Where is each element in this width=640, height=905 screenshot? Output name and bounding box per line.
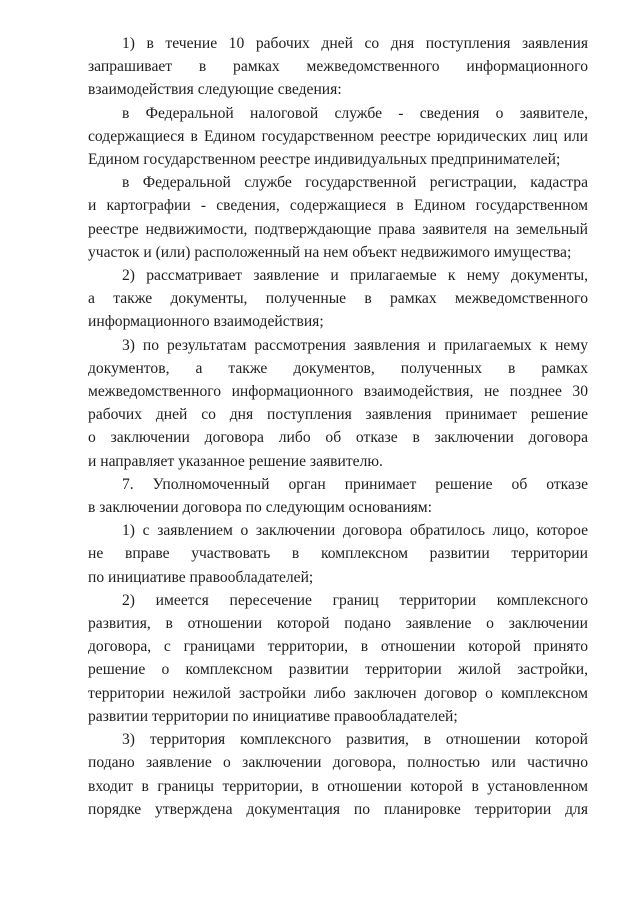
text-line: информационного взаимодействия;: [88, 313, 324, 331]
text-line: участок и (или) расположенный на нем объект недвижимого имущества;: [88, 243, 572, 261]
text-line: не вправе участвовать в комплексном развитии территории: [88, 545, 588, 563]
text-line: реестре недвижимости, подтверждающие права заявителя на земельный: [88, 220, 588, 238]
text-line: 1) с заявлением о заключении договора обратилось лицо, которое: [122, 522, 588, 540]
document-body: [88, 32, 588, 821]
paragraph-3-decision: [88, 334, 588, 473]
paragraph-ground-2: [88, 589, 588, 728]
text-line: развитии территории по инициативе правообладателей;: [88, 707, 458, 725]
text-line: договора, с границами территории, в отношении которой принято: [88, 638, 588, 656]
paragraph-ground-3: [88, 728, 588, 821]
paragraph-tax-service: [88, 102, 588, 172]
text-line: и картографии - сведения, содержащиеся в Едином государственном: [88, 197, 588, 215]
section-7-refusal-grounds: [88, 473, 588, 519]
text-line: рабочих дней со дня поступления заявления принимает решение: [88, 406, 588, 424]
text-line: по инициативе правообладателей;: [88, 568, 314, 586]
text-line: 2) имеется пересечение границ территории комплексного: [122, 591, 588, 609]
text-line: а также документы, полученные в рамках межведомственного: [88, 290, 588, 308]
text-line: документов, а также документов, полученных в рамках: [88, 359, 588, 377]
text-line: 1) в течение 10 рабочих дней со дня поступления заявления: [122, 35, 588, 52]
text-line: Едином государственном реестре индивидуальных предпринимателей;: [88, 151, 561, 169]
text-line: содержащиеся в Едином государственном реестре юридических лиц или: [88, 127, 588, 145]
text-line: порядке утверждена документация по планировке территории для: [88, 800, 588, 818]
paragraph-ground-1: [88, 519, 588, 589]
text-line: развития, в отношении которой подано заявление о заключении: [88, 615, 588, 633]
text-line: 2) рассматривает заявление и прилагаемые к нему документы,: [122, 267, 588, 285]
paragraph-2-review: [88, 264, 588, 334]
text-line: межведомственного информационного взаимодействия, не позднее 30: [88, 383, 588, 401]
text-line: 7. Уполномоченный орган принимает решение об отказе: [122, 475, 588, 493]
text-line: решение о комплексном развитии территории жилой застройки,: [88, 661, 588, 679]
text-line: подано заявление о заключении договора, полностью или частично: [88, 754, 588, 772]
text-line: территории нежилой застройки либо заключен договор о комплексном: [88, 684, 588, 702]
text-line: в заключении договора по следующим основаниям:: [88, 499, 433, 517]
text-line: 3) по результатам рассмотрения заявления и прилагаемых к нему: [122, 336, 588, 354]
text-line: в Федеральной службе государственной регистрации, кадастра: [122, 174, 588, 192]
text-line: о заключении договора либо об отказе в заключении договора: [88, 429, 588, 447]
text-line: в Федеральной налоговой службе - сведения о заявителе,: [122, 104, 588, 122]
text-line: входит в границы территории, в отношении которой в установленном: [88, 777, 588, 795]
text-line: и направляет указанное решение заявителю.: [88, 452, 383, 470]
text-line: 3) территория комплексного развития, в отношении которой: [122, 731, 588, 749]
paragraph-registration-service: [88, 171, 588, 264]
text-line: взаимодействия следующие сведения:: [88, 81, 342, 99]
paragraph-1-request-info: [88, 32, 588, 102]
text-line: запрашивает в рамках межведомственного информационного: [88, 58, 588, 76]
